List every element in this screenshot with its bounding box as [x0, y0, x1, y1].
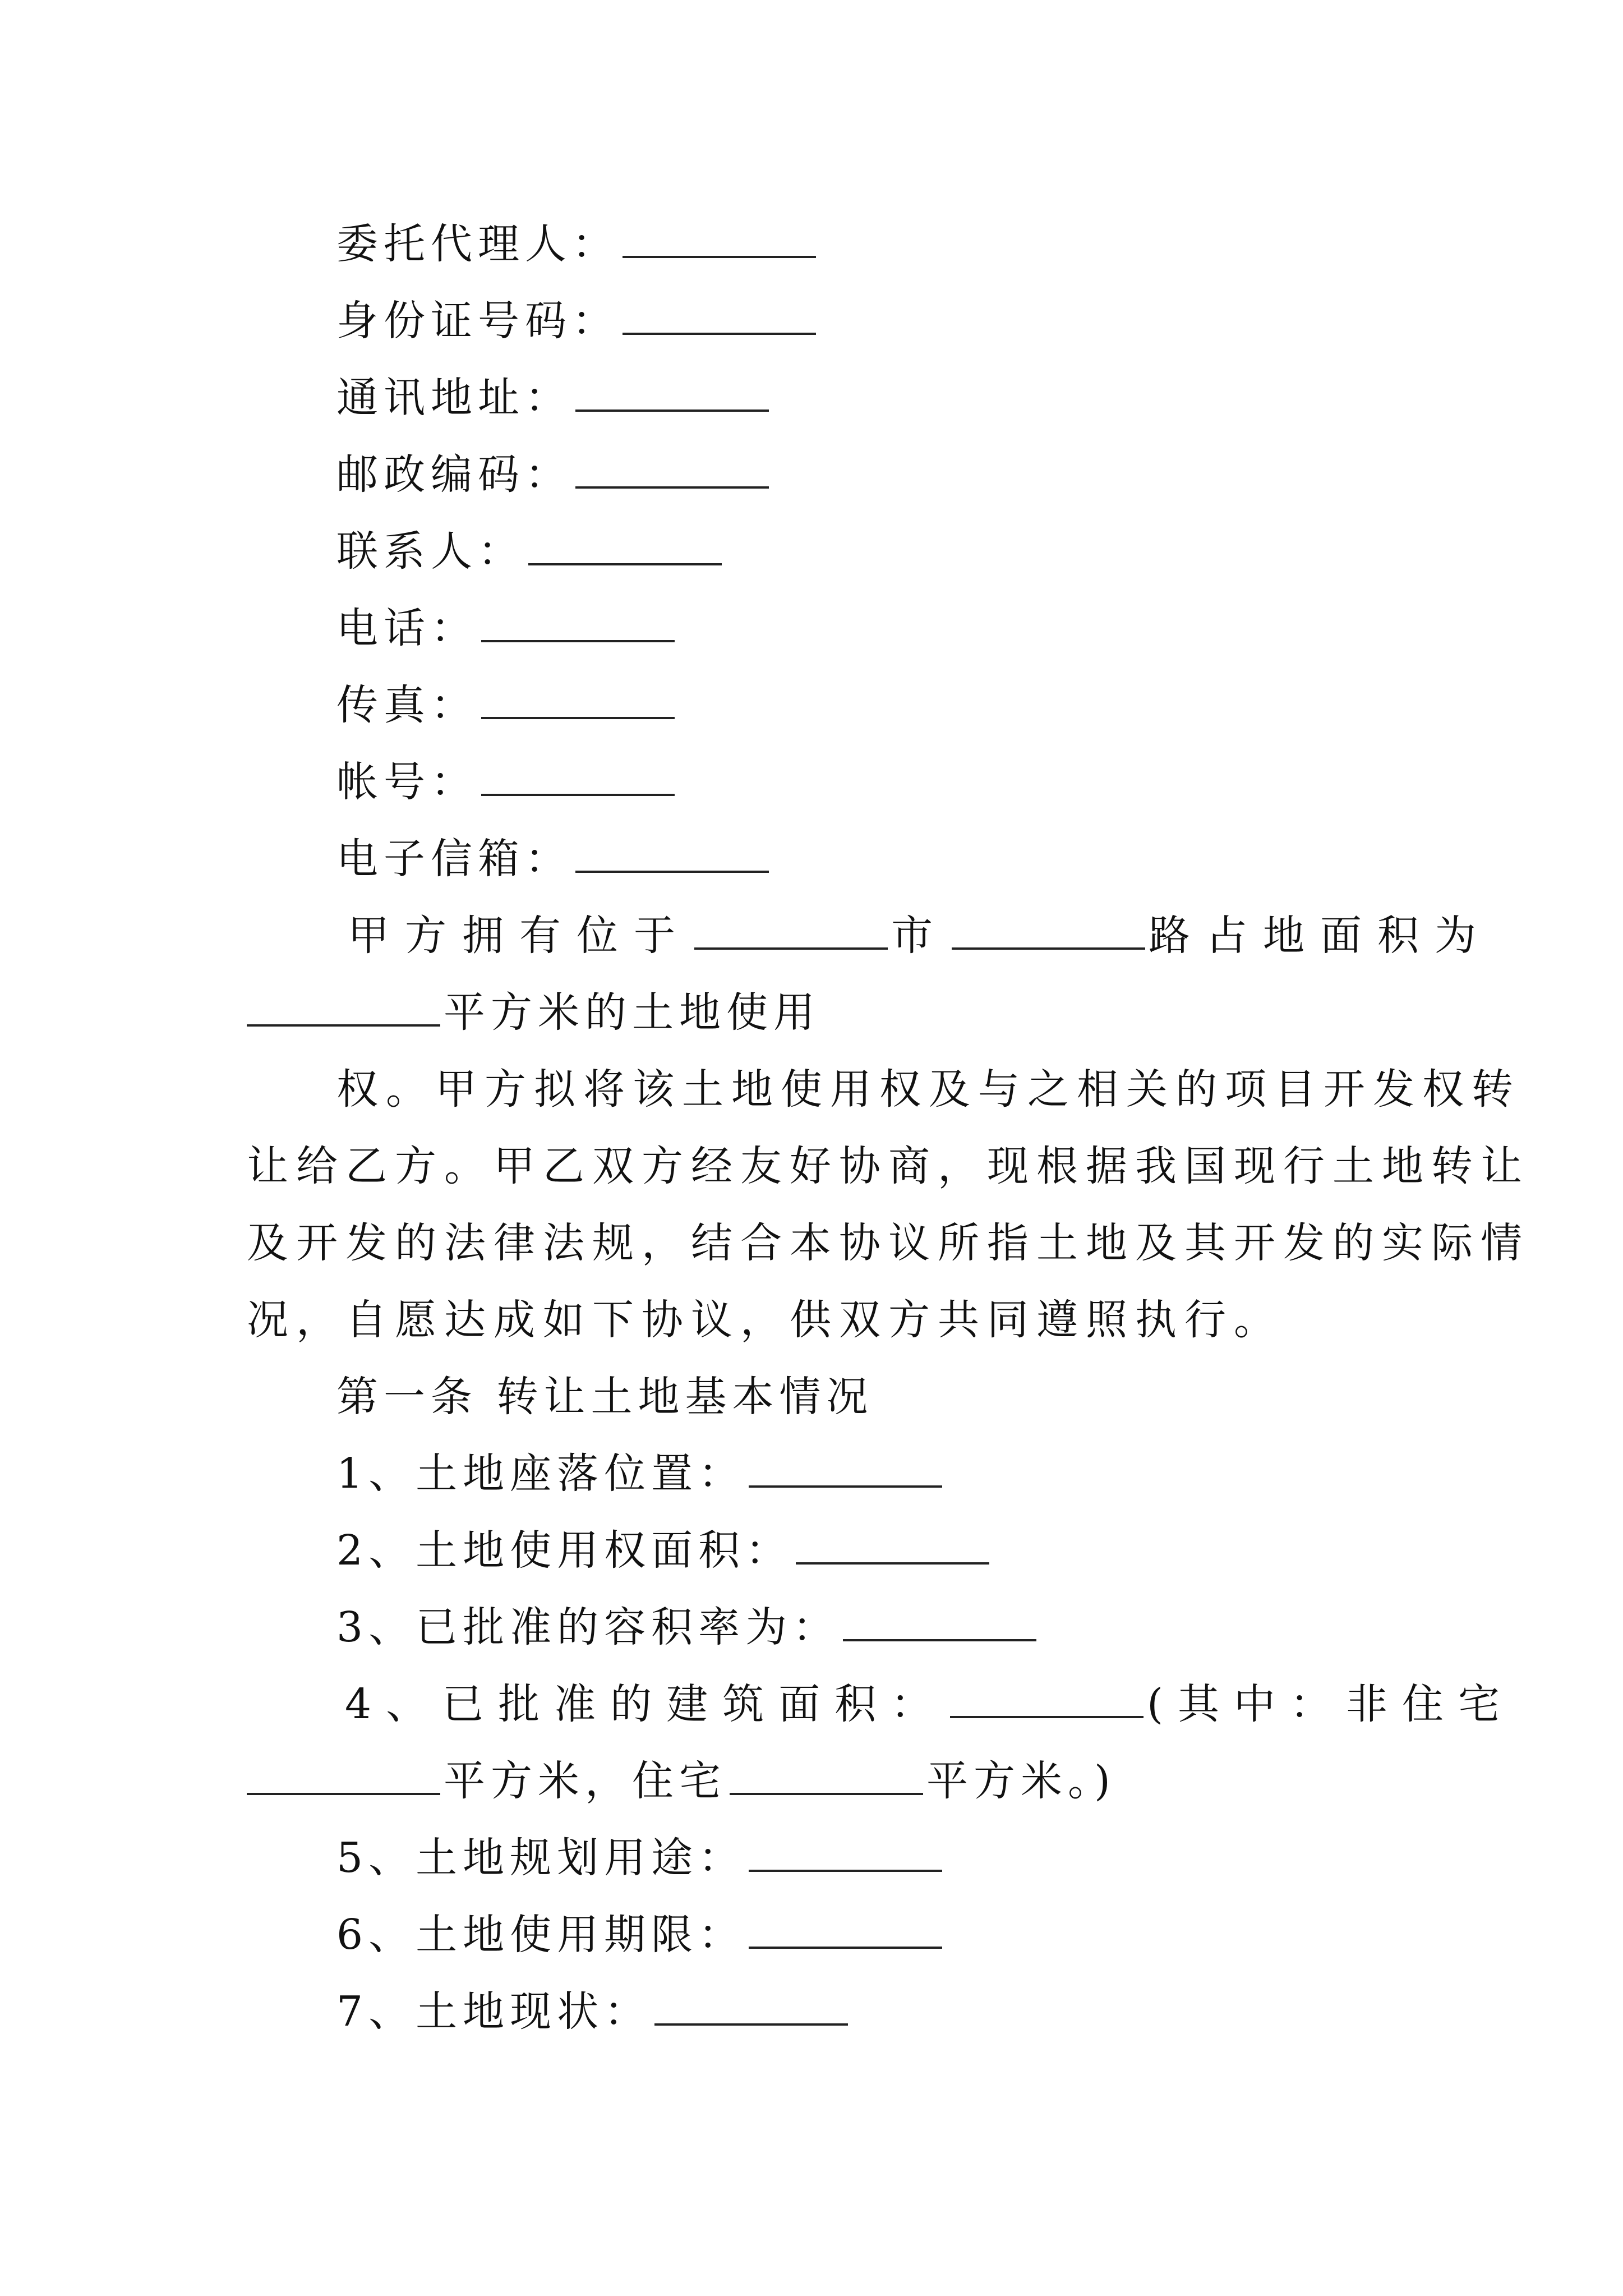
blank-line: [749, 1446, 942, 1488]
blank-line: [950, 1677, 1144, 1718]
intro-text: 路占地面积为: [1149, 912, 1492, 960]
field-label: 传真：: [336, 681, 478, 729]
blank-line: [575, 831, 769, 873]
blank-line: [247, 1754, 440, 1795]
article-item: [336, 1599, 1469, 1655]
blank-line: [575, 370, 769, 412]
field-label: 邮政编码：: [336, 450, 572, 499]
blank-line: [623, 217, 816, 258]
field-postcode: [336, 447, 1469, 503]
field-label: 身份证号码：: [336, 297, 619, 345]
article-item: [336, 1984, 1469, 2040]
item-label: 平方米，住宅: [444, 1757, 726, 1805]
article-item-4-cont: [247, 1753, 1380, 1809]
field-label: 委托代理人：: [336, 220, 619, 268]
article-item: [336, 1446, 1469, 1502]
article-item: [336, 1907, 1469, 1963]
item-label: 5、土地规划用途：: [336, 1834, 746, 1882]
field-fax: [336, 677, 1469, 733]
item-label: 7、土地现状：: [336, 1987, 652, 2036]
blank-line: [694, 908, 888, 950]
blank-line: [952, 908, 1145, 950]
item-label: 平方米。): [926, 1757, 1116, 1805]
intro-text: 平方米的土地使用: [444, 988, 820, 1037]
field-phone: [336, 600, 1469, 656]
blank-line: [654, 1984, 848, 2026]
field-contact: [336, 523, 1469, 579]
item-label: 2、土地使用权面积：: [336, 1526, 793, 1575]
field-email: [336, 831, 1469, 887]
blank-line: [843, 1600, 1036, 1641]
intro-line-1: [348, 908, 1492, 964]
blank-line: [481, 754, 675, 796]
field-agent: [336, 216, 1469, 272]
field-id-number: [336, 293, 1469, 349]
body-line-1: 权。甲方拟将该土地使用权及与之相关的项目开发权转: [336, 1065, 1521, 1114]
blank-line: [528, 524, 722, 565]
item-label: 6、土地使用期限：: [336, 1911, 746, 1959]
body-line-3: 及开发的法律法规，结合本协议所指土地及其开发的实际情: [247, 1219, 1530, 1267]
blank-line: [481, 678, 675, 719]
body-line-4: 况，自愿达成如下协议，供双方共同遵照执行。: [247, 1296, 1283, 1344]
item-label: (其中：非住宅: [1147, 1680, 1514, 1728]
body-line-2: 让给乙方。甲乙双方经友好协商，现根据我国现行土地转让: [247, 1142, 1530, 1190]
field-address: [336, 370, 1469, 426]
article-title: 第一条 转让土地基本情况: [336, 1373, 874, 1421]
article-item: [336, 1830, 1469, 1886]
field-label: 电子信箱：: [336, 835, 572, 883]
blank-line: [575, 447, 769, 489]
blank-line: [749, 1830, 942, 1872]
field-label: 帐号：: [336, 758, 478, 806]
field-label: 电话：: [336, 604, 478, 652]
item-label: 1、土地座落位置：: [336, 1450, 746, 1498]
article-item-4: [345, 1676, 1514, 1732]
blank-line: [247, 985, 440, 1027]
blank-line: [481, 601, 675, 642]
field-account: [336, 754, 1469, 810]
field-label: 通讯地址：: [336, 374, 572, 422]
item-label: 3、已批准的容积率为：: [336, 1603, 840, 1651]
intro-text: 甲方拥有位于: [348, 912, 691, 960]
item-label: 4、已批准的建筑面积：: [345, 1680, 947, 1728]
blank-line: [730, 1754, 923, 1795]
blank-line: [749, 1907, 942, 1949]
intro-line-2: [247, 984, 1380, 1041]
blank-line: [796, 1523, 989, 1565]
blank-line: [623, 293, 816, 335]
article-item: [336, 1522, 1469, 1579]
field-label: 联系人：: [336, 527, 525, 576]
intro-text: 市: [891, 912, 948, 960]
